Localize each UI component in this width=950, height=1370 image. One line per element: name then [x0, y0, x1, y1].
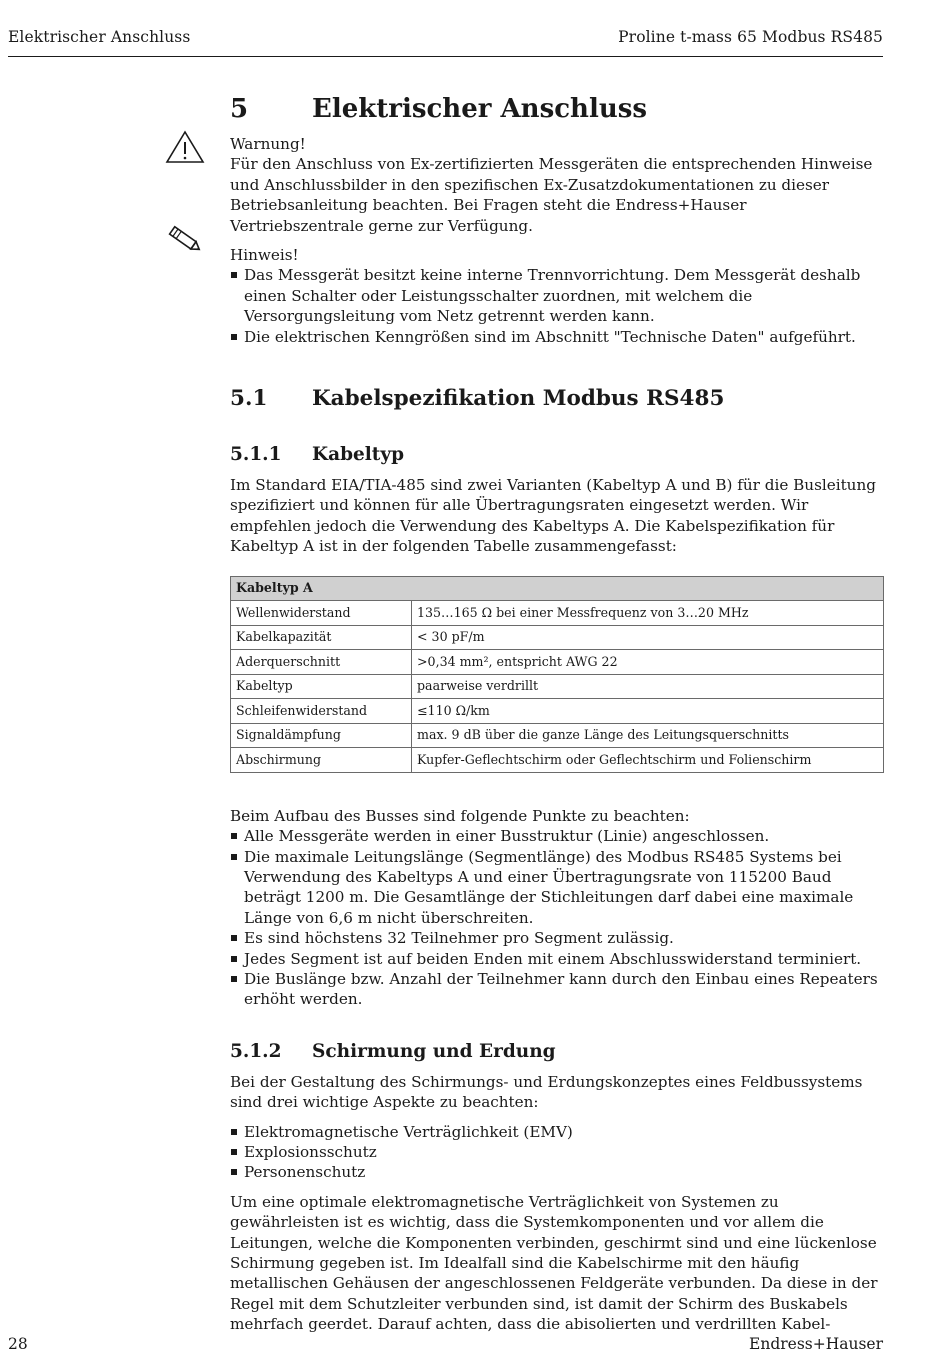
section-title: Kabeltyp [312, 444, 405, 466]
list-item: Alle Messgeräte werden in einer Busstruktur (Linie) angeschlossen. [230, 826, 883, 846]
table-cell: Kabelkapazität [231, 625, 412, 650]
note-label: Hinweis! [230, 246, 299, 265]
list-item: Die Buslänge bzw. Anzahl der Teilnehmer kann durch den Einbau eines Repeaters erhöht werden. [230, 969, 883, 1010]
section-5-1-1-heading [230, 443, 883, 467]
table-row [231, 748, 884, 773]
table-cell: Wellenwiderstand [231, 601, 412, 626]
warning-text: Für den Anschluss von Ex-zertifizierten Messgeräten die entsprechenden Hinweise und Anschlussbilder in den spezifischen Ex-Zusatzdokumentationen zu dieser Betriebsanleitung beachten. Bei Fragen steht die Endress+Hauser Vertriebszentrale gerne zur Verfügung. [230, 155, 873, 235]
list-item: Elektromagnetische Verträglichkeit (EMV) [230, 1122, 883, 1142]
table-cell: Abschirmung [231, 748, 412, 773]
warning-triangle-icon [165, 130, 205, 164]
header-rule [8, 56, 883, 57]
aspects-list [230, 1122, 883, 1183]
table-cell: < 30 pF/m [412, 625, 884, 650]
brand-footer: Endress+Hauser [749, 1335, 883, 1353]
section-title: Schirmung und Erdung [312, 1040, 556, 1062]
section-title: Elektrischer Anschluss [312, 94, 648, 124]
bus-rules-list [230, 826, 883, 1010]
note-list [230, 265, 883, 347]
section-number: 5.1.1 [230, 444, 282, 466]
list-item: Die maximale Leitungslänge (Segmentlänge) des Modbus RS485 Systems bei Verwendung des Kabeltyps A und einer Übertragungsrate von 115200 Baud beträgt 1200 m. Die Gesamtlänge der Stichleitungen darf dabei eine maximale Länge von 6,6 m nicht überschreiten. [230, 847, 883, 929]
section-number: 5.1 [230, 386, 268, 412]
list-item: Es sind höchstens 32 Teilnehmer pro Segment zulässig. [230, 928, 883, 948]
table-cell: 135…165 Ω bei einer Messfrequenz von 3…20 MHz [412, 601, 884, 626]
section-5-1-2-heading [230, 1040, 883, 1064]
list-item: Personenschutz [230, 1162, 883, 1182]
list-item: Explosionsschutz [230, 1142, 883, 1162]
table-cell: >0,34 mm², entspricht AWG 22 [412, 650, 884, 675]
section-number: 5.1.2 [230, 1040, 282, 1062]
section-5-heading [230, 92, 883, 126]
table-row [231, 674, 884, 699]
section-title: Kabelspezifikation Modbus RS485 [312, 386, 725, 412]
cable-spec-table [230, 576, 884, 773]
running-header-left: Elektrischer Anschluss [8, 28, 191, 46]
list-item: Das Messgerät besitzt keine interne Trennvorrichtung. Dem Messgerät deshalb einen Schalter oder Leistungsschalter zuordnen, mit welchem die Versorgungsleitung vom Netz getrennt werden kann. [230, 265, 883, 326]
table-cell: max. 9 dB über die ganze Länge des Leitungsquerschnitts [412, 723, 884, 748]
bus-intro: Beim Aufbau des Busses sind folgende Punkte zu beachten: [230, 806, 690, 825]
schirmung-body: Um eine optimale elektromagnetische Verträglichkeit von Systemen zu gewährleisten ist es wichtig, dass die Systemkomponenten und vor allem die Leitungen, welche die Komponenten verbinden, geschirmt sind und eine lückenlose Schirmung gegeben ist. Im Idealfall sind die Kabelschirme mit den häufig metallischen Gehäusen der angeschlossenen Feldgeräte verbunden. Da diese in der Regel mit dem Schutzleiter verbunden sind, ist damit der Schirm des Buskabels mehrfach geerdet. Darauf achten, dass die abisolierten und verdrillten Kabel- [230, 1192, 878, 1334]
table-cell: Kabeltyp [231, 674, 412, 699]
table-row [231, 650, 884, 675]
section-number: 5 [230, 94, 249, 124]
schirmung-intro: Bei der Gestaltung des Schirmungs- und Erdungskonzeptes eines Feldbussystems sind drei wichtige Aspekte zu beachten: [230, 1072, 863, 1112]
table-header: Kabeltyp A [231, 576, 884, 601]
table-row [231, 699, 884, 724]
table-row [231, 625, 884, 650]
list-item: Jedes Segment ist auf beiden Enden mit einem Abschlusswiderstand terminiert. [230, 949, 883, 969]
table-cell: Aderquerschnitt [231, 650, 412, 675]
table-cell: paarweise verdrillt [412, 674, 884, 699]
table-cell: Schleifenwiderstand [231, 699, 412, 724]
table-row [231, 723, 884, 748]
page-body [230, 92, 883, 1335]
table-row [231, 601, 884, 626]
table-cell: ≤110 Ω/km [412, 699, 884, 724]
page-number: 28 [8, 1335, 28, 1353]
pencil-note-icon [165, 224, 205, 256]
kabeltyp-intro: Im Standard EIA/TIA-485 sind zwei Varianten (Kabeltyp A und B) für die Busleitung spezifiziert und können für alle Übertragungsraten eingesetzt werden. Wir empfehlen jedoch die Verwendung des Kabeltyps A. Die Kabelspezifikation für Kabeltyp A ist in der folgenden Tabelle zusammengefasst: [230, 476, 876, 556]
section-5-1-heading [230, 385, 883, 413]
running-header-right: Proline t-mass 65 Modbus RS485 [618, 28, 883, 46]
list-item: Die elektrischen Kenngrößen sind im Abschnitt "Technische Daten" aufgeführt. [230, 327, 883, 347]
warning-label: Warnung! [230, 135, 306, 153]
table-cell: Signaldämpfung [231, 723, 412, 748]
table-cell: Kupfer-Geflechtschirm oder Geflechtschirm und Folienschirm [412, 748, 884, 773]
